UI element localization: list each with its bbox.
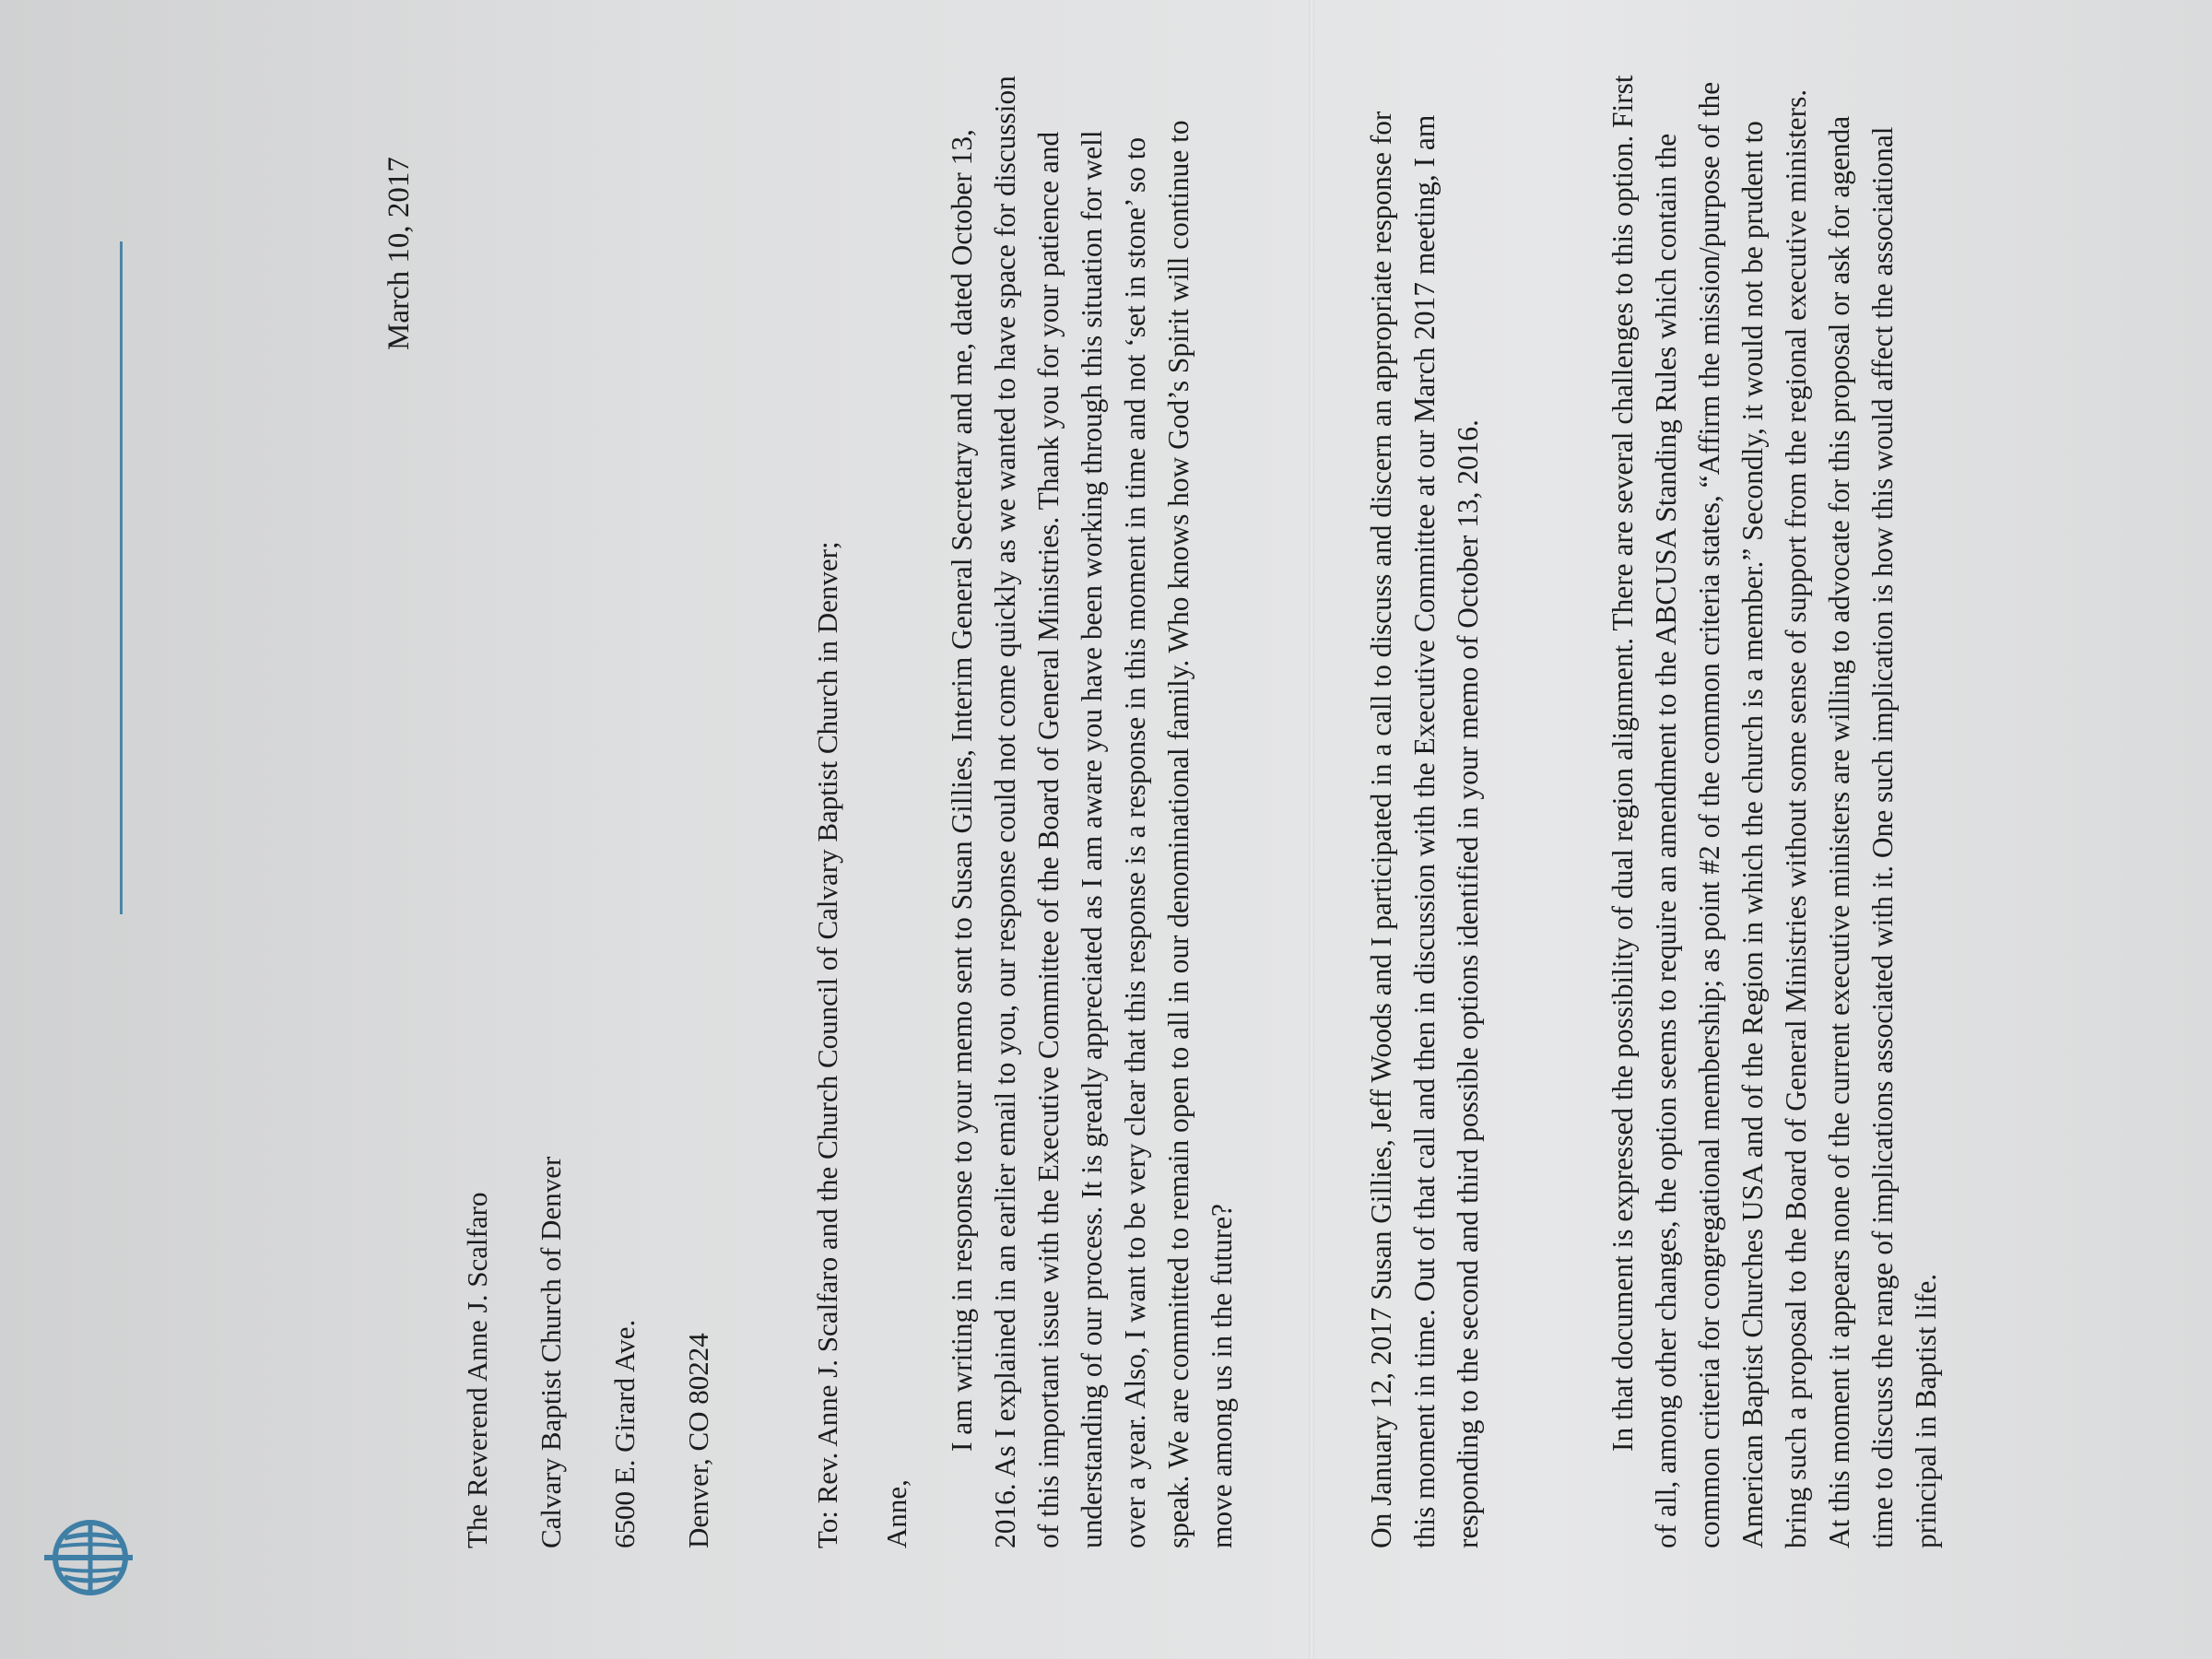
to-line: To: Rev. Anne J. Scalfaro and the Church Council of Calvary Baptist Church in Denver;: [811, 541, 843, 1548]
recipient-city: Denver, CO 80224: [682, 1333, 714, 1548]
recipient-street: 6500 E. Girard Ave.: [608, 1319, 641, 1548]
letter-date: March 10, 2017: [382, 157, 416, 350]
letterhead-rule: [120, 241, 123, 914]
body-paragraph-1: I am writing in response to your memo sent to Susan Gillies, Interim General Secretary and me, dated October 13, 2016. As I explained in an earlier email to you, our response could not come quickly as we wanted to have space for discussion of this important issue with the Executive Committee of the Board of General Ministries. Thank you for your patience and understanding of our process. It is greatly appreciated as I am aware you have been working through this situation for well over a year. Also, I want to be very clear that this response is a response in this moment in time and not ‘set in stone’ so to speak. We are committed to remain open to all in our denominational family. Who knows how God’s Spirit will continue to move among us in the future?: [946, 76, 1238, 1548]
body-paragraph-3: In that document is expressed the possibility of dual region alignment. There are several challenges to this option. First of all, among other changes, the option seems to require an amendment to the ABCUSA Standing Rules which contain the common criteria for congregational membership; as point #2 of the common criteria states, “Affirm the mission/purpose of the American Baptist Churches USA and of the Region in which the church is a member.” Secondly, it would not be prudent to bring such a proposal to the Board of General Ministries without some sense of support from the regional executive ministers. At this moment it appears none of the current executive ministers are willing to advocate for this proposal or ask for agenda time to discuss the range of implications associated with it. One such implication is how this would affect the associational principal in Baptist life.: [1606, 75, 1942, 1548]
body-paragraph-2: On January 12, 2017 Susan Gillies, Jeff Woods and I participated in a call to discuss and discern an appropriate response for this moment in time. Out of that call and then in discussion with the Executive Committee at our March 2017 meeting, I am responding to the second and third possible options identified in your memo of October 13, 2016.: [1365, 111, 1484, 1548]
abcusa-logo-icon: [37, 1507, 138, 1608]
greeting: Anne,: [880, 1479, 912, 1548]
recipient-organization: Calvary Baptist Church of Denver: [535, 1156, 567, 1548]
fold-crease: [1309, 0, 1314, 1659]
recipient-name: The Reverend Anne J. Scalfaro: [461, 1192, 493, 1548]
